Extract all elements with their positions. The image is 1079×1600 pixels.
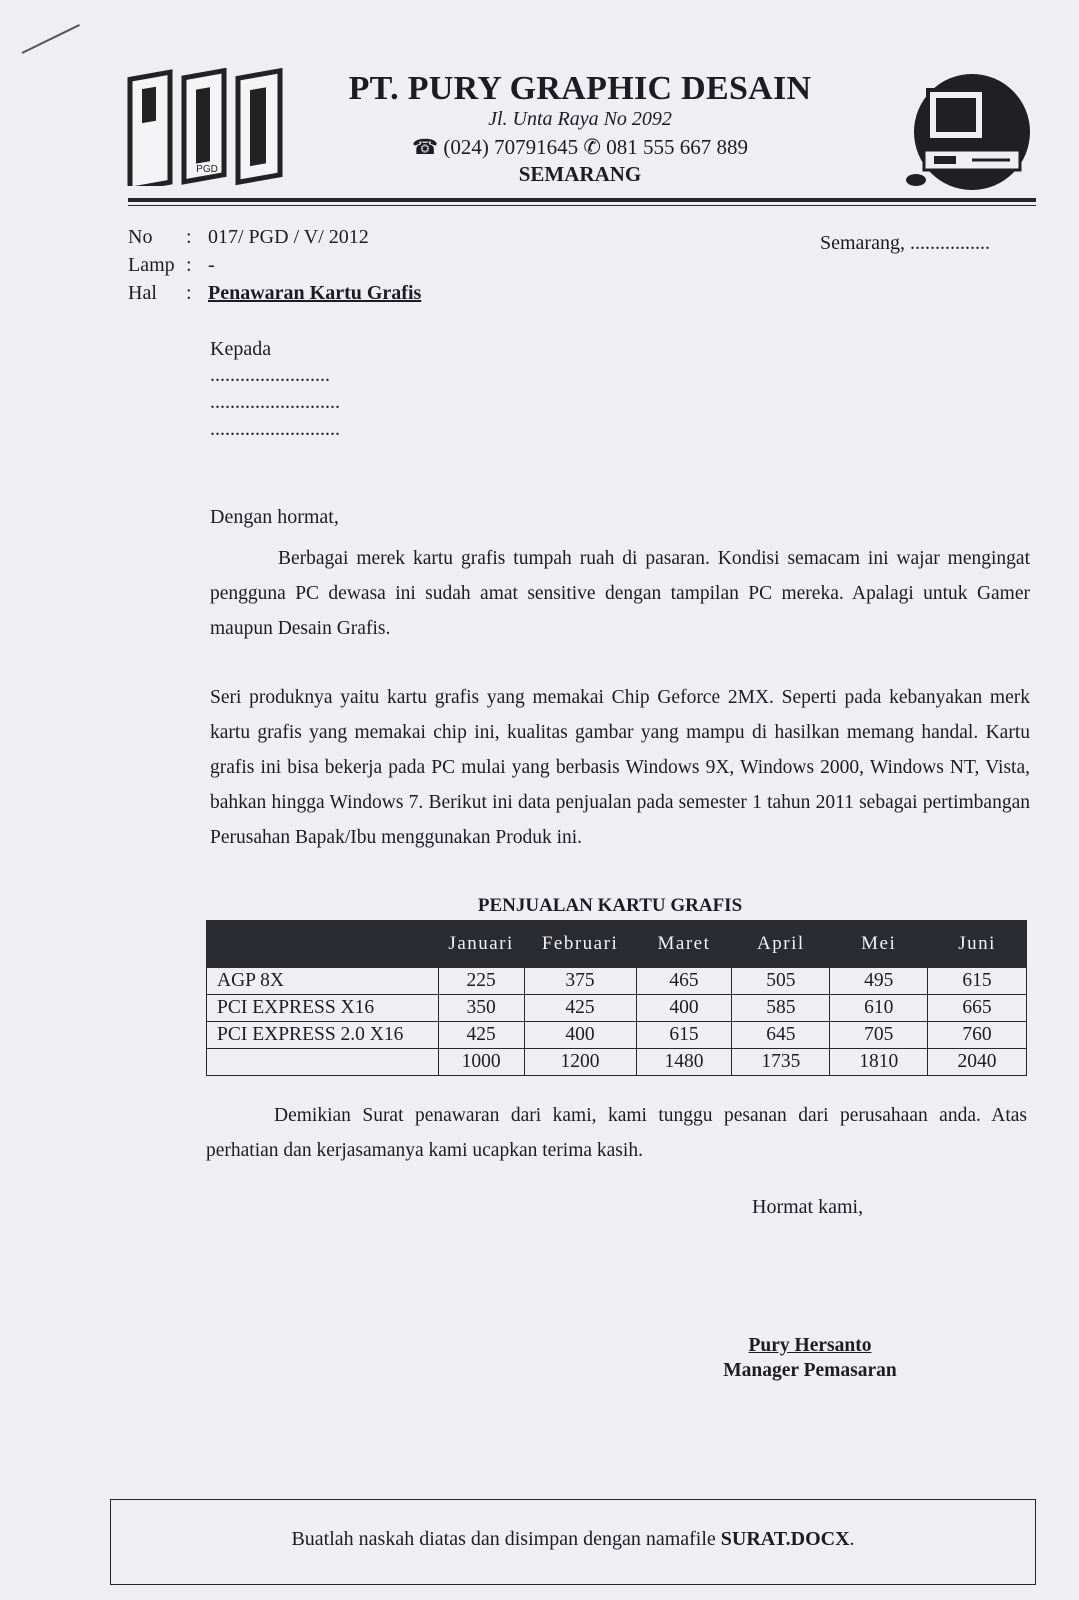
table-row bbox=[207, 995, 1027, 1022]
table-row bbox=[207, 1022, 1027, 1049]
table-total-row bbox=[207, 1049, 1027, 1076]
table-cell: PCI EXPRESS 2.0 X16 bbox=[207, 1022, 439, 1049]
header-cell bbox=[207, 921, 439, 968]
meta-no-value: 017/ PGD / V/ 2012 bbox=[208, 226, 369, 248]
table-cell: 665 bbox=[928, 995, 1027, 1022]
signatory-name: Pury Hersanto bbox=[748, 1335, 872, 1356]
pen-mark bbox=[22, 24, 80, 54]
recipient-line: ........................ bbox=[210, 364, 330, 386]
header-cell: Januari bbox=[438, 921, 524, 968]
colon: : bbox=[186, 254, 192, 276]
body-paragraph-1: Berbagai merek kartu grafis tumpah ruah di pasaran. Kondisi semacam ini wajar mengingat pengguna PC dewasa ini sudah amat sensitive dengan tampilan PC mereka. Apalagi untuk Gamer maupun Desain Grafis. bbox=[210, 548, 1030, 639]
table-cell: 375 bbox=[524, 968, 636, 995]
header-cell: Juni bbox=[928, 921, 1027, 968]
table-cell: 615 bbox=[928, 968, 1027, 995]
instruction-period: . bbox=[849, 1528, 855, 1550]
table-cell: 225 bbox=[438, 968, 524, 995]
header-cell: Mei bbox=[830, 921, 928, 968]
meta-lamp bbox=[128, 254, 215, 277]
meta-no bbox=[128, 226, 369, 249]
table-cell: 465 bbox=[636, 968, 732, 995]
instruction-box bbox=[110, 1499, 1036, 1585]
meta-lamp-value: - bbox=[208, 254, 215, 276]
table-cell: 400 bbox=[636, 995, 732, 1022]
recipient-kepada: Kepada bbox=[210, 338, 272, 360]
meta-hal-label: Hal bbox=[128, 282, 157, 304]
instruction-text bbox=[111, 1528, 1035, 1551]
table-cell: 705 bbox=[830, 1022, 928, 1049]
computer-icon bbox=[906, 68, 1036, 196]
closing-paragraph: Demikian Surat penawaran dari kami, kami tunggu pesanan dari perusahaan anda. Atas perhatian dan kerjasamanya kami ucapkan terima kasih. bbox=[206, 1105, 1027, 1161]
table-cell: 1200 bbox=[524, 1049, 636, 1076]
table-cell: 585 bbox=[732, 995, 830, 1022]
table-cell: 645 bbox=[732, 1022, 830, 1049]
table-cell: 1735 bbox=[732, 1049, 830, 1076]
table-cell: 610 bbox=[830, 995, 928, 1022]
colon: : bbox=[186, 226, 192, 248]
table-cell: 495 bbox=[830, 968, 928, 995]
table-cell: 1000 bbox=[438, 1049, 524, 1076]
table-cell bbox=[207, 1049, 439, 1076]
salutation: Dengan hormat, bbox=[210, 506, 339, 528]
company-name: PT. PURY GRAPHIC DESAIN bbox=[348, 70, 812, 107]
recipient-line: .......................... bbox=[210, 418, 340, 440]
table-title: PENJUALAN KARTU GRAFIS bbox=[477, 895, 743, 916]
letterhead-rule-thin bbox=[128, 205, 1036, 206]
table-cell: PCI EXPRESS X16 bbox=[207, 995, 439, 1022]
colon: : bbox=[186, 282, 192, 304]
table-cell: 1810 bbox=[830, 1049, 928, 1076]
instruction-main: Buatlah naskah diatas dan disimpan dengan namafile bbox=[291, 1528, 721, 1550]
meta-no-label: No bbox=[128, 226, 153, 248]
instruction-filename: SURAT.DOCX bbox=[720, 1528, 850, 1550]
company-city: SEMARANG bbox=[518, 162, 642, 186]
body-paragraph-2: Seri produknya yaitu kartu grafis yang memakai Chip Geforce 2MX. Seperti pada kebanyakan merk kartu grafis yang memakai chip ini, kualitas gambar yang mampu di hasilkan memang handal. Kartu grafis ini bisa bekerja pada PC mulai yang berbasis Windows 9X, Windows 2000, Windows NT, Vista, bahkan hingga Windows 7. Berikut ini data penjualan pada semester 1 tahun 2011 sebagai pertimbangan Perusahan Bapak/Ibu menggunakan Produk ini. bbox=[210, 687, 1030, 848]
pgd-logo bbox=[126, 40, 288, 186]
header-cell: Februari bbox=[524, 921, 636, 968]
meta-hal bbox=[128, 282, 421, 305]
place-date: Semarang, ................ bbox=[820, 232, 990, 254]
table-cell: 400 bbox=[524, 1022, 636, 1049]
signature-greeting: Hormat kami, bbox=[752, 1196, 864, 1218]
letterhead-rule bbox=[128, 198, 1036, 202]
table-header-row bbox=[207, 921, 1027, 968]
table-cell: 505 bbox=[732, 968, 830, 995]
header-cell: April bbox=[732, 921, 830, 968]
table-cell: 2040 bbox=[928, 1049, 1027, 1076]
header-cell: Maret bbox=[636, 921, 732, 968]
sales-table bbox=[206, 920, 1027, 1076]
signatory-role: Manager Pemasaran bbox=[723, 1360, 897, 1381]
table-cell: 1480 bbox=[636, 1049, 732, 1076]
table-cell: 425 bbox=[438, 1022, 524, 1049]
table-cell: 760 bbox=[928, 1022, 1027, 1049]
table-cell: 425 bbox=[524, 995, 636, 1022]
meta-hal-value: Penawaran Kartu Grafis bbox=[208, 282, 422, 304]
company-address: Jl. Unta Raya No 2092 bbox=[488, 108, 672, 130]
recipient-line: .......................... bbox=[210, 391, 340, 413]
company-phone: ☎ (024) 70791645 ✆ 081 555 667 889 bbox=[412, 135, 748, 159]
table-cell: 615 bbox=[636, 1022, 732, 1049]
svg-text:PGD: PGD bbox=[196, 164, 218, 175]
table-cell: AGP 8X bbox=[207, 968, 439, 995]
table-cell: 350 bbox=[438, 995, 524, 1022]
table-row bbox=[207, 968, 1027, 995]
meta-lamp-label: Lamp bbox=[128, 254, 175, 276]
